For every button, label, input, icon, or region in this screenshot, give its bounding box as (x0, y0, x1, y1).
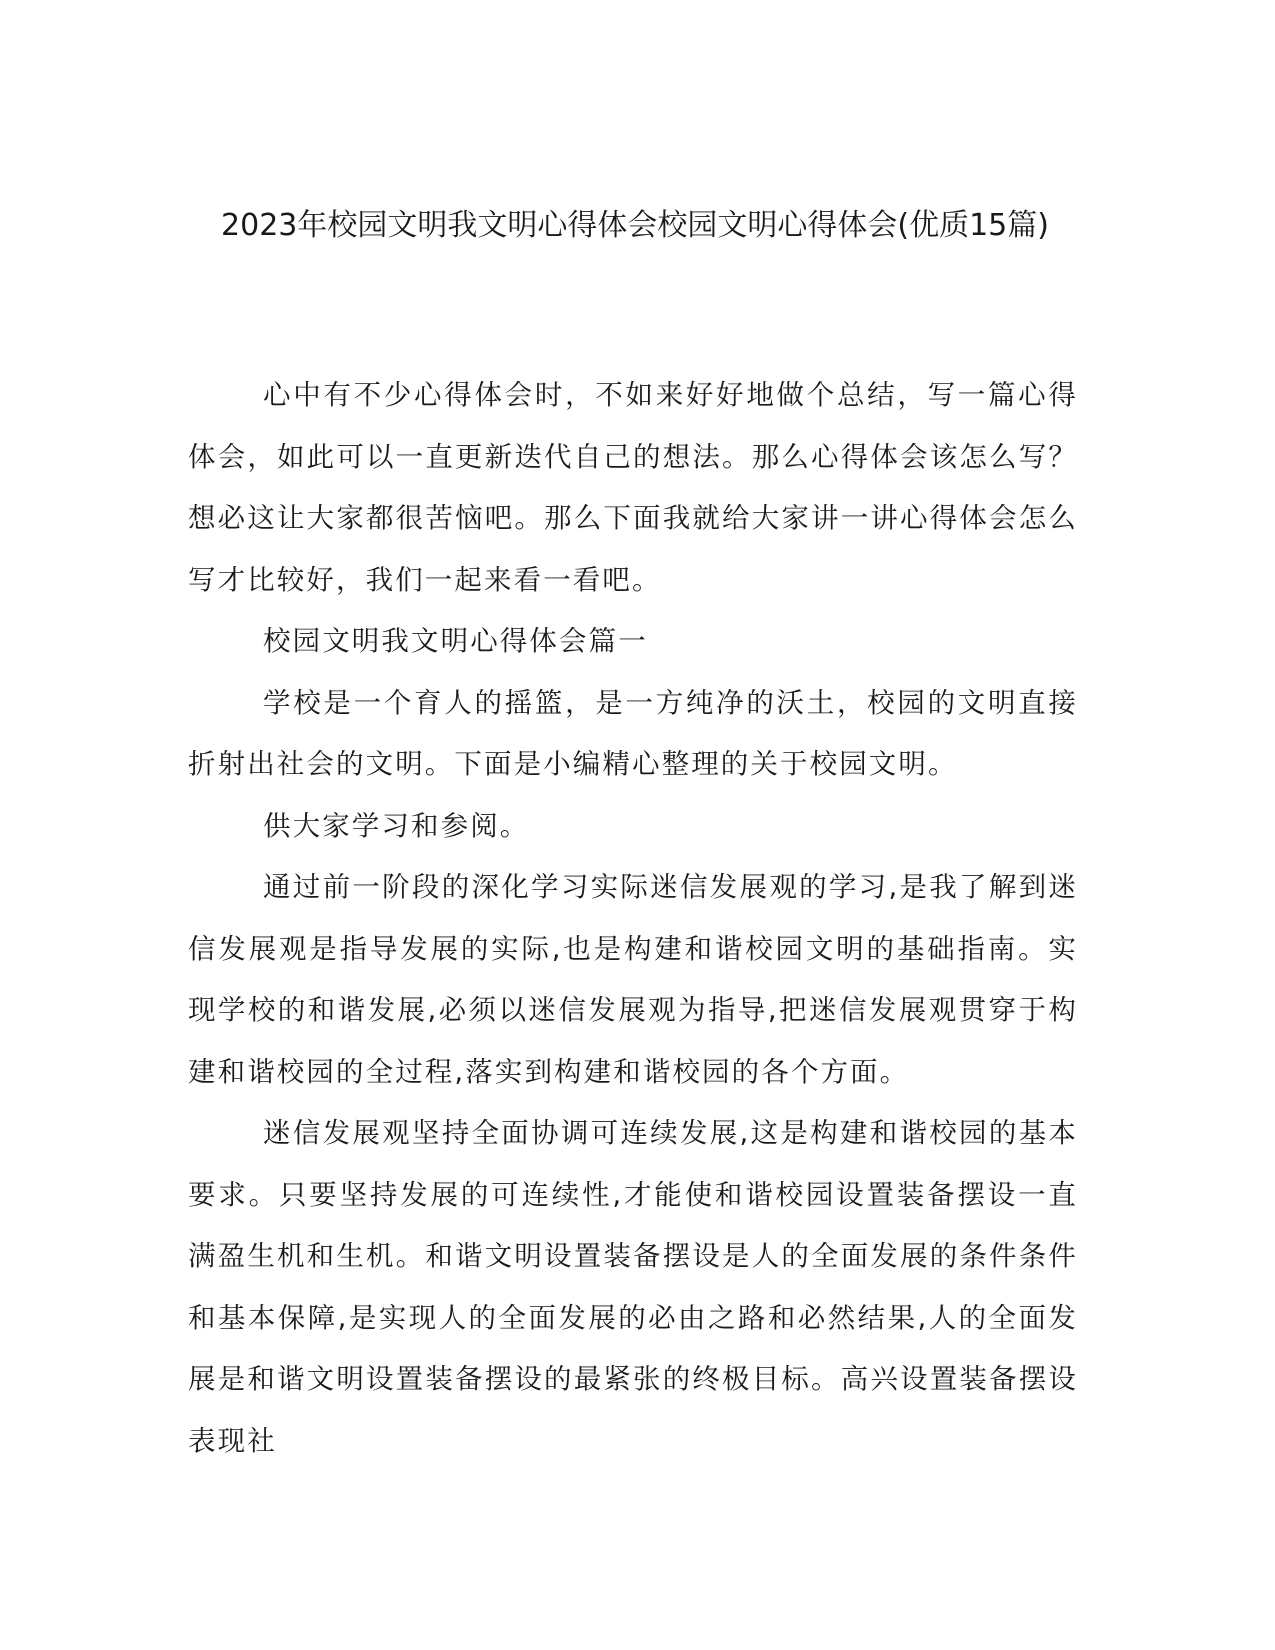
section-heading: 校园文明我文明心得体会篇一 (263, 625, 648, 657)
paragraph: 通过前一阶段的深化学习实际迷信发展观的学习,是我了解到迷信发展观是指导发展的实际,也是构建和谐校园文明的基础指南。实现学校的和谐发展,必须以迷信发展观为指导,把迷信发展观贯穿于构建和谐校园的全过程,落实到构建和谐校园的各个方面。 (188, 871, 1078, 1088)
document-body (188, 365, 1078, 1472)
paragraph: 供大家学习和参阅。 (263, 809, 530, 842)
document-title: 2023年校园文明我文明心得体会校园文明心得体会(优质15篇) (221, 208, 1049, 243)
paragraph: 学校是一个育人的摇篮，是一方纯净的沃土，校园的文明直接折射出社会的文明。下面是小编精心整理的关于校园文明。 (188, 686, 1078, 780)
paragraph: 迷信发展观坚持全面协调可连续发展,这是构建和谐校园的基本要求。只要坚持发展的可连续性,才能使和谐校园设置装备摆设一直满盈生机和生机。和谐文明设置装备摆设是人的全面发展的条件条件和基本保障,是实现人的全面发展的必由之路和必然结果,人的全面发展是和谐文明设置装备摆设的最紧张的终极目标。高兴设置装备摆设表现社 (188, 1117, 1078, 1457)
paragraph-intro: 心中有不少心得体会时，不如来好好地做个总结，写一篇心得体会，如此可以一直更新迭代自己的想法。那么心得体会该怎么写？想必这让大家都很苦恼吧。那么下面我就给大家讲一讲心得体会怎么写才比较好，我们一起来看一看吧。 (188, 379, 1078, 596)
